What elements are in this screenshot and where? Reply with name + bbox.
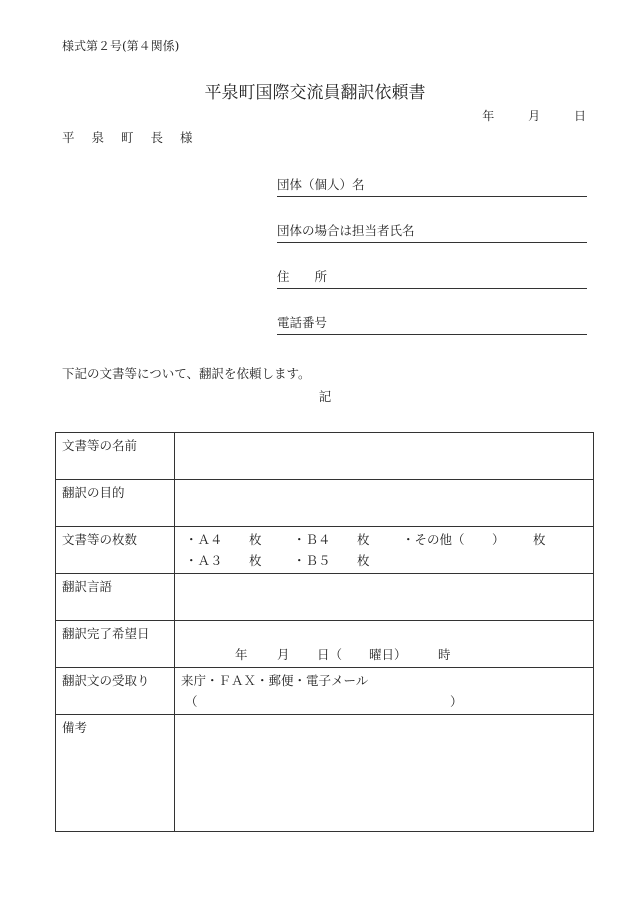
table-row bbox=[56, 715, 594, 832]
due-weekday: 曜日） bbox=[369, 647, 407, 662]
language-cell[interactable] bbox=[175, 574, 594, 621]
contact-person-label: 団体の場合は担当者氏名 bbox=[277, 223, 415, 238]
size-b5: ・Ｂ５ bbox=[293, 553, 331, 568]
size-a3: ・Ａ３ bbox=[185, 553, 223, 568]
row-label: 備考 bbox=[56, 715, 175, 832]
document-title: 平泉町国際交流員翻訳依頼書 bbox=[204, 83, 426, 103]
recipient-char: 泉 bbox=[91, 130, 105, 145]
recipient-char: 長 bbox=[150, 130, 164, 145]
recipient bbox=[62, 132, 206, 145]
receipt-methods: 来庁・ＦＡＸ・郵便・電子メール bbox=[181, 673, 369, 688]
table-row bbox=[56, 574, 594, 621]
receipt-method-cell[interactable] bbox=[175, 668, 594, 715]
sheet-unit: 枚 bbox=[249, 532, 262, 547]
table-row bbox=[56, 621, 594, 668]
request-details-table bbox=[55, 432, 594, 832]
sheet-unit: 枚 bbox=[249, 553, 262, 568]
due-day: 日（ bbox=[317, 647, 343, 662]
address-field[interactable] bbox=[277, 271, 587, 289]
table-row bbox=[56, 433, 594, 480]
group-name-field[interactable] bbox=[277, 179, 587, 197]
size-other: ・その他（ bbox=[402, 532, 465, 547]
sheet-unit: 枚 bbox=[533, 532, 546, 547]
paren-open: （ bbox=[185, 694, 198, 709]
row-label: 翻訳完了希望日 bbox=[56, 621, 175, 668]
remarks-cell[interactable] bbox=[175, 715, 594, 832]
ki-mark: 記 bbox=[318, 389, 332, 404]
due-year: 年 bbox=[235, 647, 248, 662]
group-name-label: 団体（個人）名 bbox=[277, 177, 365, 192]
due-month: 月 bbox=[277, 647, 290, 662]
date-line bbox=[482, 110, 586, 122]
recipient-char: 様 bbox=[180, 130, 193, 145]
phone-field[interactable] bbox=[277, 317, 587, 335]
request-text: 下記の文書等について、翻訳を依頼します。 bbox=[62, 366, 311, 381]
recipient-char: 町 bbox=[121, 130, 134, 145]
row-label: 翻訳言語 bbox=[56, 574, 175, 621]
other-close: ） bbox=[492, 532, 505, 547]
form-number: 様式第２号(第４関係) bbox=[62, 39, 180, 53]
date-month: 月 bbox=[528, 109, 541, 123]
purpose-cell[interactable] bbox=[175, 480, 594, 527]
sheet-unit: 枚 bbox=[357, 553, 370, 568]
table-row bbox=[56, 668, 594, 715]
row-label: 翻訳文の受取り bbox=[56, 668, 175, 715]
size-a4: ・Ａ４ bbox=[185, 532, 223, 547]
document-name-cell[interactable] bbox=[175, 433, 594, 480]
row-label: 文書等の枚数 bbox=[56, 527, 175, 574]
date-day: 日 bbox=[573, 109, 586, 123]
address-label: 住 所 bbox=[277, 269, 328, 284]
row-label: 翻訳の目的 bbox=[56, 480, 175, 527]
paren-close: ） bbox=[450, 694, 463, 709]
table-row bbox=[56, 527, 594, 574]
table-row bbox=[56, 480, 594, 527]
sheet-unit: 枚 bbox=[357, 532, 370, 547]
contact-person-field[interactable] bbox=[277, 225, 587, 243]
due-date-cell[interactable] bbox=[175, 621, 594, 668]
recipient-char: 平 bbox=[62, 130, 75, 145]
size-b4: ・Ｂ４ bbox=[293, 532, 331, 547]
row-label: 文書等の名前 bbox=[56, 433, 175, 480]
date-year: 年 bbox=[482, 109, 495, 123]
page-count-cell[interactable] bbox=[175, 527, 594, 574]
due-hour: 時 bbox=[438, 647, 451, 662]
phone-label: 電話番号 bbox=[277, 315, 328, 330]
